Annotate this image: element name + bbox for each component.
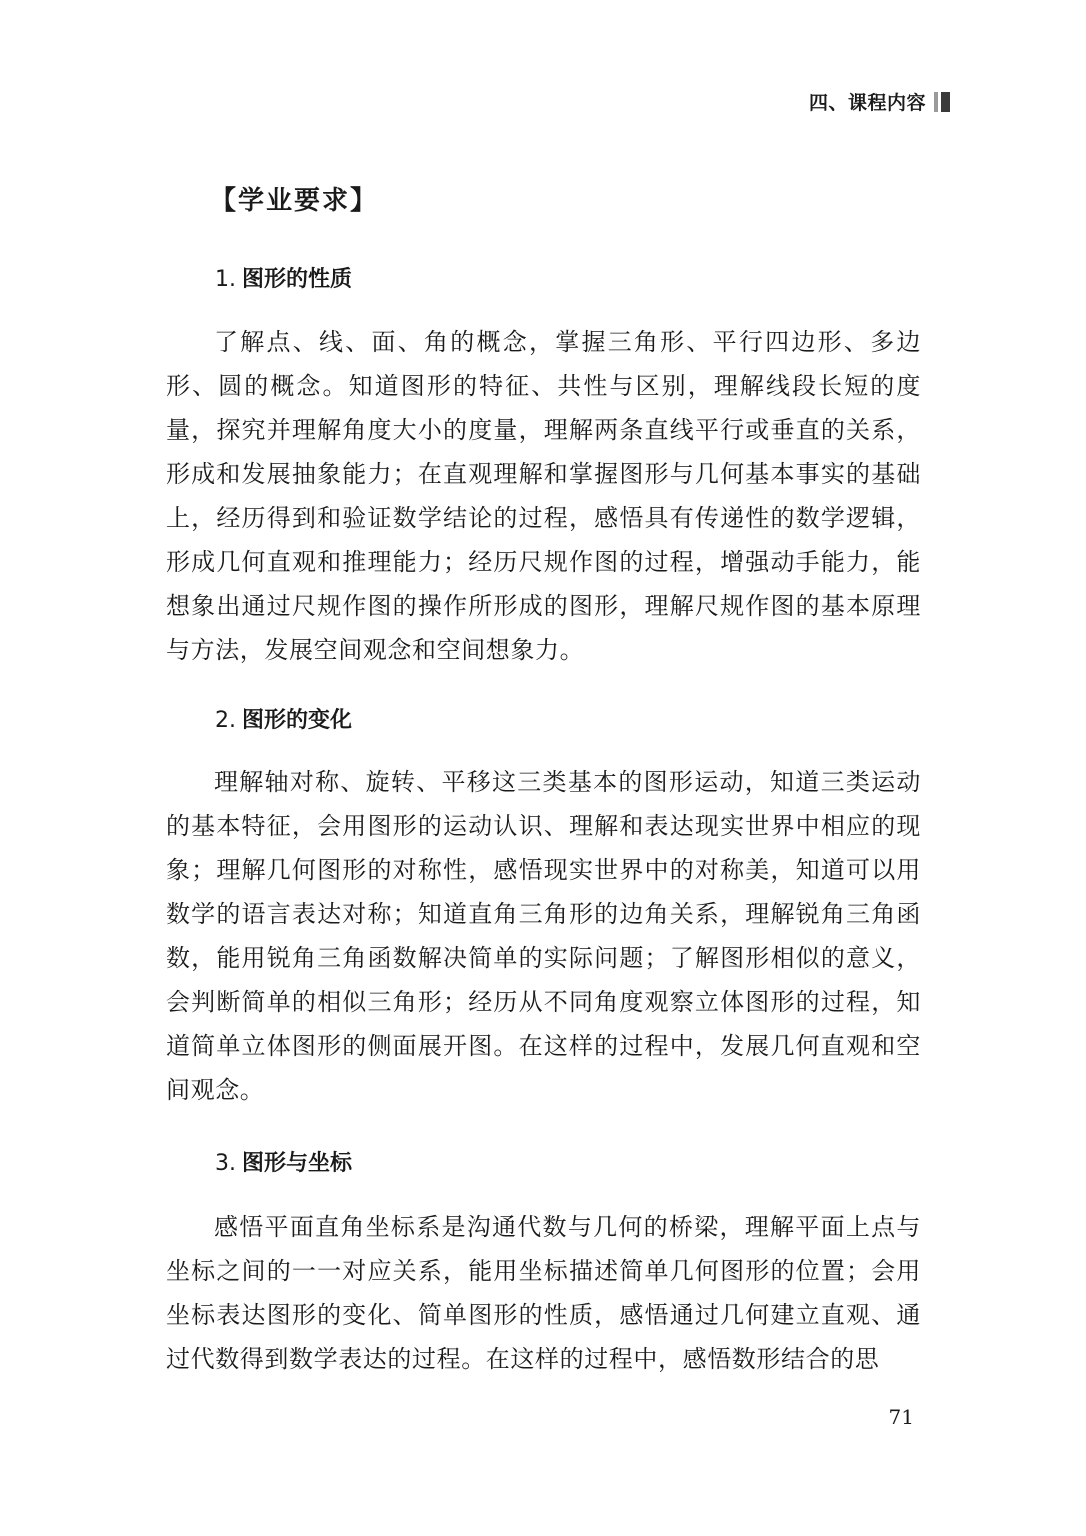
subsection-heading-3	[215, 1146, 352, 1177]
subsection-heading-1	[215, 262, 352, 293]
subsection-heading-2	[215, 703, 352, 734]
header-bar-thick	[941, 92, 950, 112]
page-number: 71	[888, 1405, 914, 1429]
subsection-title: 图形与坐标	[242, 1151, 353, 1176]
paragraph-2: 理解轴对称、旋转、平移这三类基本的图形运动，知道三类运动的基本特征，会用图形的运动认识、理解和表达现实世界中相应的现象；理解几何图形的对称性，感悟现实世界中的对称美，知道可以用数学的语言表达对称；知道直角三角形的边角关系，理解锐角三角函数，能用锐角三角函数解决简单的实际问题；了解图形相似的意义，会判断简单的相似三角形；经历从不同角度观察立体图形的过程，知道简单立体图形的侧面展开图。在这样的过程中，发展几何直观和空间观念。	[166, 768, 921, 1104]
subsection-number: 2.	[215, 708, 236, 733]
running-header	[809, 88, 950, 115]
paragraph-3: 感悟平面直角坐标系是沟通代数与几何的桥梁，理解平面上点与坐标之间的一一对应关系，能用坐标描述简单几何图形的位置；会用坐标表达图形的变化、简单图形的性质，感悟通过几何建立直观、通过代数得到数学表达的过程。在这样的过程中，感悟数形结合的思	[166, 1213, 921, 1373]
subsection-title: 图形的性质	[242, 267, 353, 292]
paragraph-1: 了解点、线、面、角的概念，掌握三角形、平行四边形、多边形、圆的概念。知道图形的特征、共性与区别，理解线段长短的度量，探究并理解角度大小的度量，理解两条直线平行或垂直的关系，形成和发展抽象能力；在直观理解和掌握图形与几何基本事实的基础上，经历得到和验证数学结论的过程，感悟具有传递性的数学逻辑，形成几何直观和推理能力；经历尺规作图的过程，增强动手能力，能想象出通过尺规作图的操作所形成的图形，理解尺规作图的基本原理与方法，发展空间观念和空间想象力。	[166, 328, 921, 664]
chapter-title: 四、课程内容	[808, 92, 926, 114]
header-bar-thin	[934, 92, 938, 112]
subsection-number: 1.	[215, 267, 236, 292]
section-title: 【学业要求】	[210, 186, 379, 216]
subsection-title: 图形的变化	[242, 708, 353, 733]
header-bars-decoration	[934, 92, 950, 112]
subsection-number: 3.	[215, 1151, 236, 1176]
